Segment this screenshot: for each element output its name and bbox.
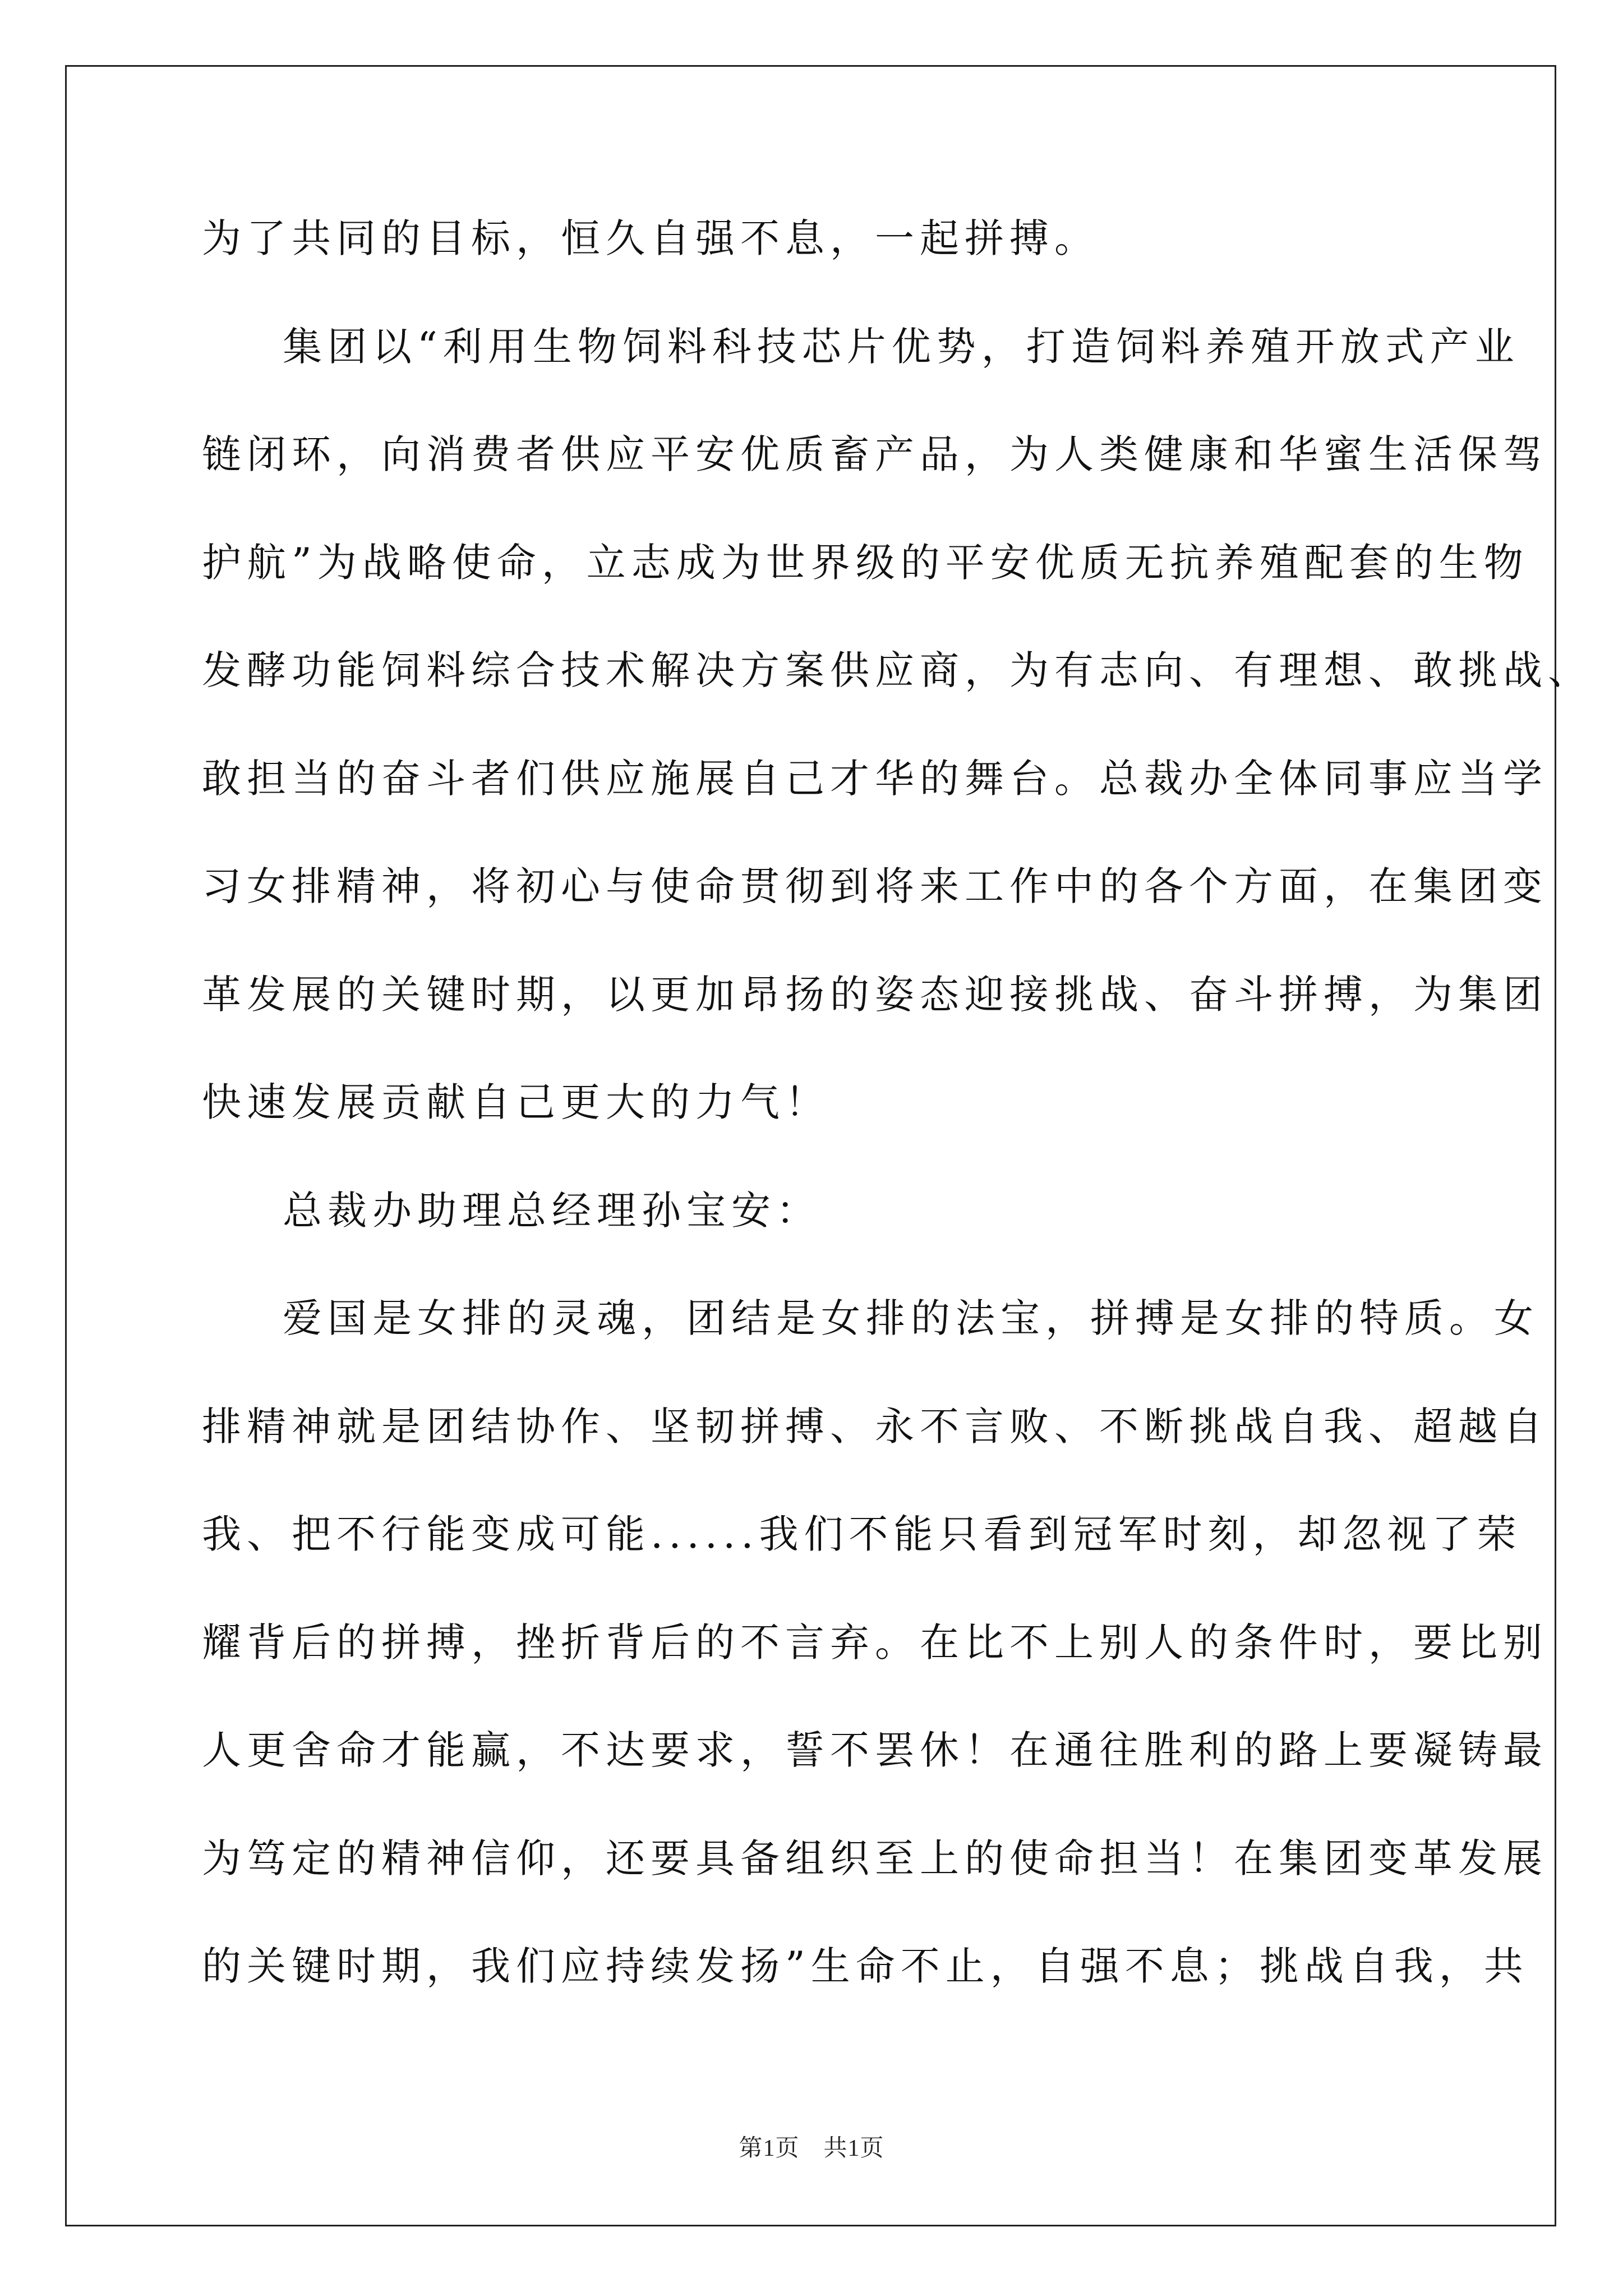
text-line: 总裁办助理总经理孙宝安： — [283, 1188, 821, 1234]
text-line: 我、把不行能变成可能......我们不能只看到冠军时刻，却忽视了荣 — [202, 1511, 1522, 1557]
text-line: 集团以“利用生物饲料科技芯片优势，打造饲料养殖开放式产业 — [283, 324, 1520, 370]
text-line: 排精神就是团结协作、坚韧拼搏、永不言败、不断挑战自我、超越自 — [202, 1404, 1548, 1450]
text-line: 链闭环，向消费者供应平安优质畜产品，为人类健康和华蜜生活保驾 — [202, 431, 1548, 477]
text-line: 革发展的关键时期，以更加昂扬的姿态迎接挑战、奋斗拼搏，为集团 — [202, 972, 1548, 1018]
text-line: 耀背后的拼搏，挫折背后的不言弃。在比不上别人的条件时，要比别 — [202, 1619, 1548, 1665]
text-line: 爱国是女排的灵魂，团结是女排的法宝，拼搏是女排的特质。女 — [283, 1295, 1539, 1341]
text-line: 为笃定的精神信仰，还要具备组织至上的使命担当！在集团变革发展 — [202, 1835, 1548, 1881]
text-line: 为了共同的目标，恒久自强不息，一起拼搏。 — [202, 215, 1099, 261]
page-footer: 第1页 共1页 — [739, 2136, 884, 2161]
text-line: 的关键时期，我们应持续发扬”生命不止，自强不息；挑战自我，共 — [202, 1943, 1529, 1989]
text-line: 发酵功能饲料综合技术解决方案供应商，为有志向、有理想、敢挑战、 — [202, 647, 1593, 693]
page-border — [65, 65, 1556, 2226]
text-line: 护航”为战略使命，立志成为世界级的平安优质无抗养殖配套的生物 — [202, 540, 1529, 586]
text-line: 人更舍命才能赢，不达要求，誓不罢休！在通往胜利的路上要凝铸最 — [202, 1727, 1548, 1773]
text-line: 敢担当的奋斗者们供应施展自己才华的舞台。总裁办全体同事应当学 — [202, 756, 1548, 802]
text-line: 快速发展贡献自己更大的力气！ — [202, 1079, 830, 1125]
text-line: 习女排精神，将初心与使命贯彻到将来工作中的各个方面，在集团变 — [202, 863, 1548, 909]
